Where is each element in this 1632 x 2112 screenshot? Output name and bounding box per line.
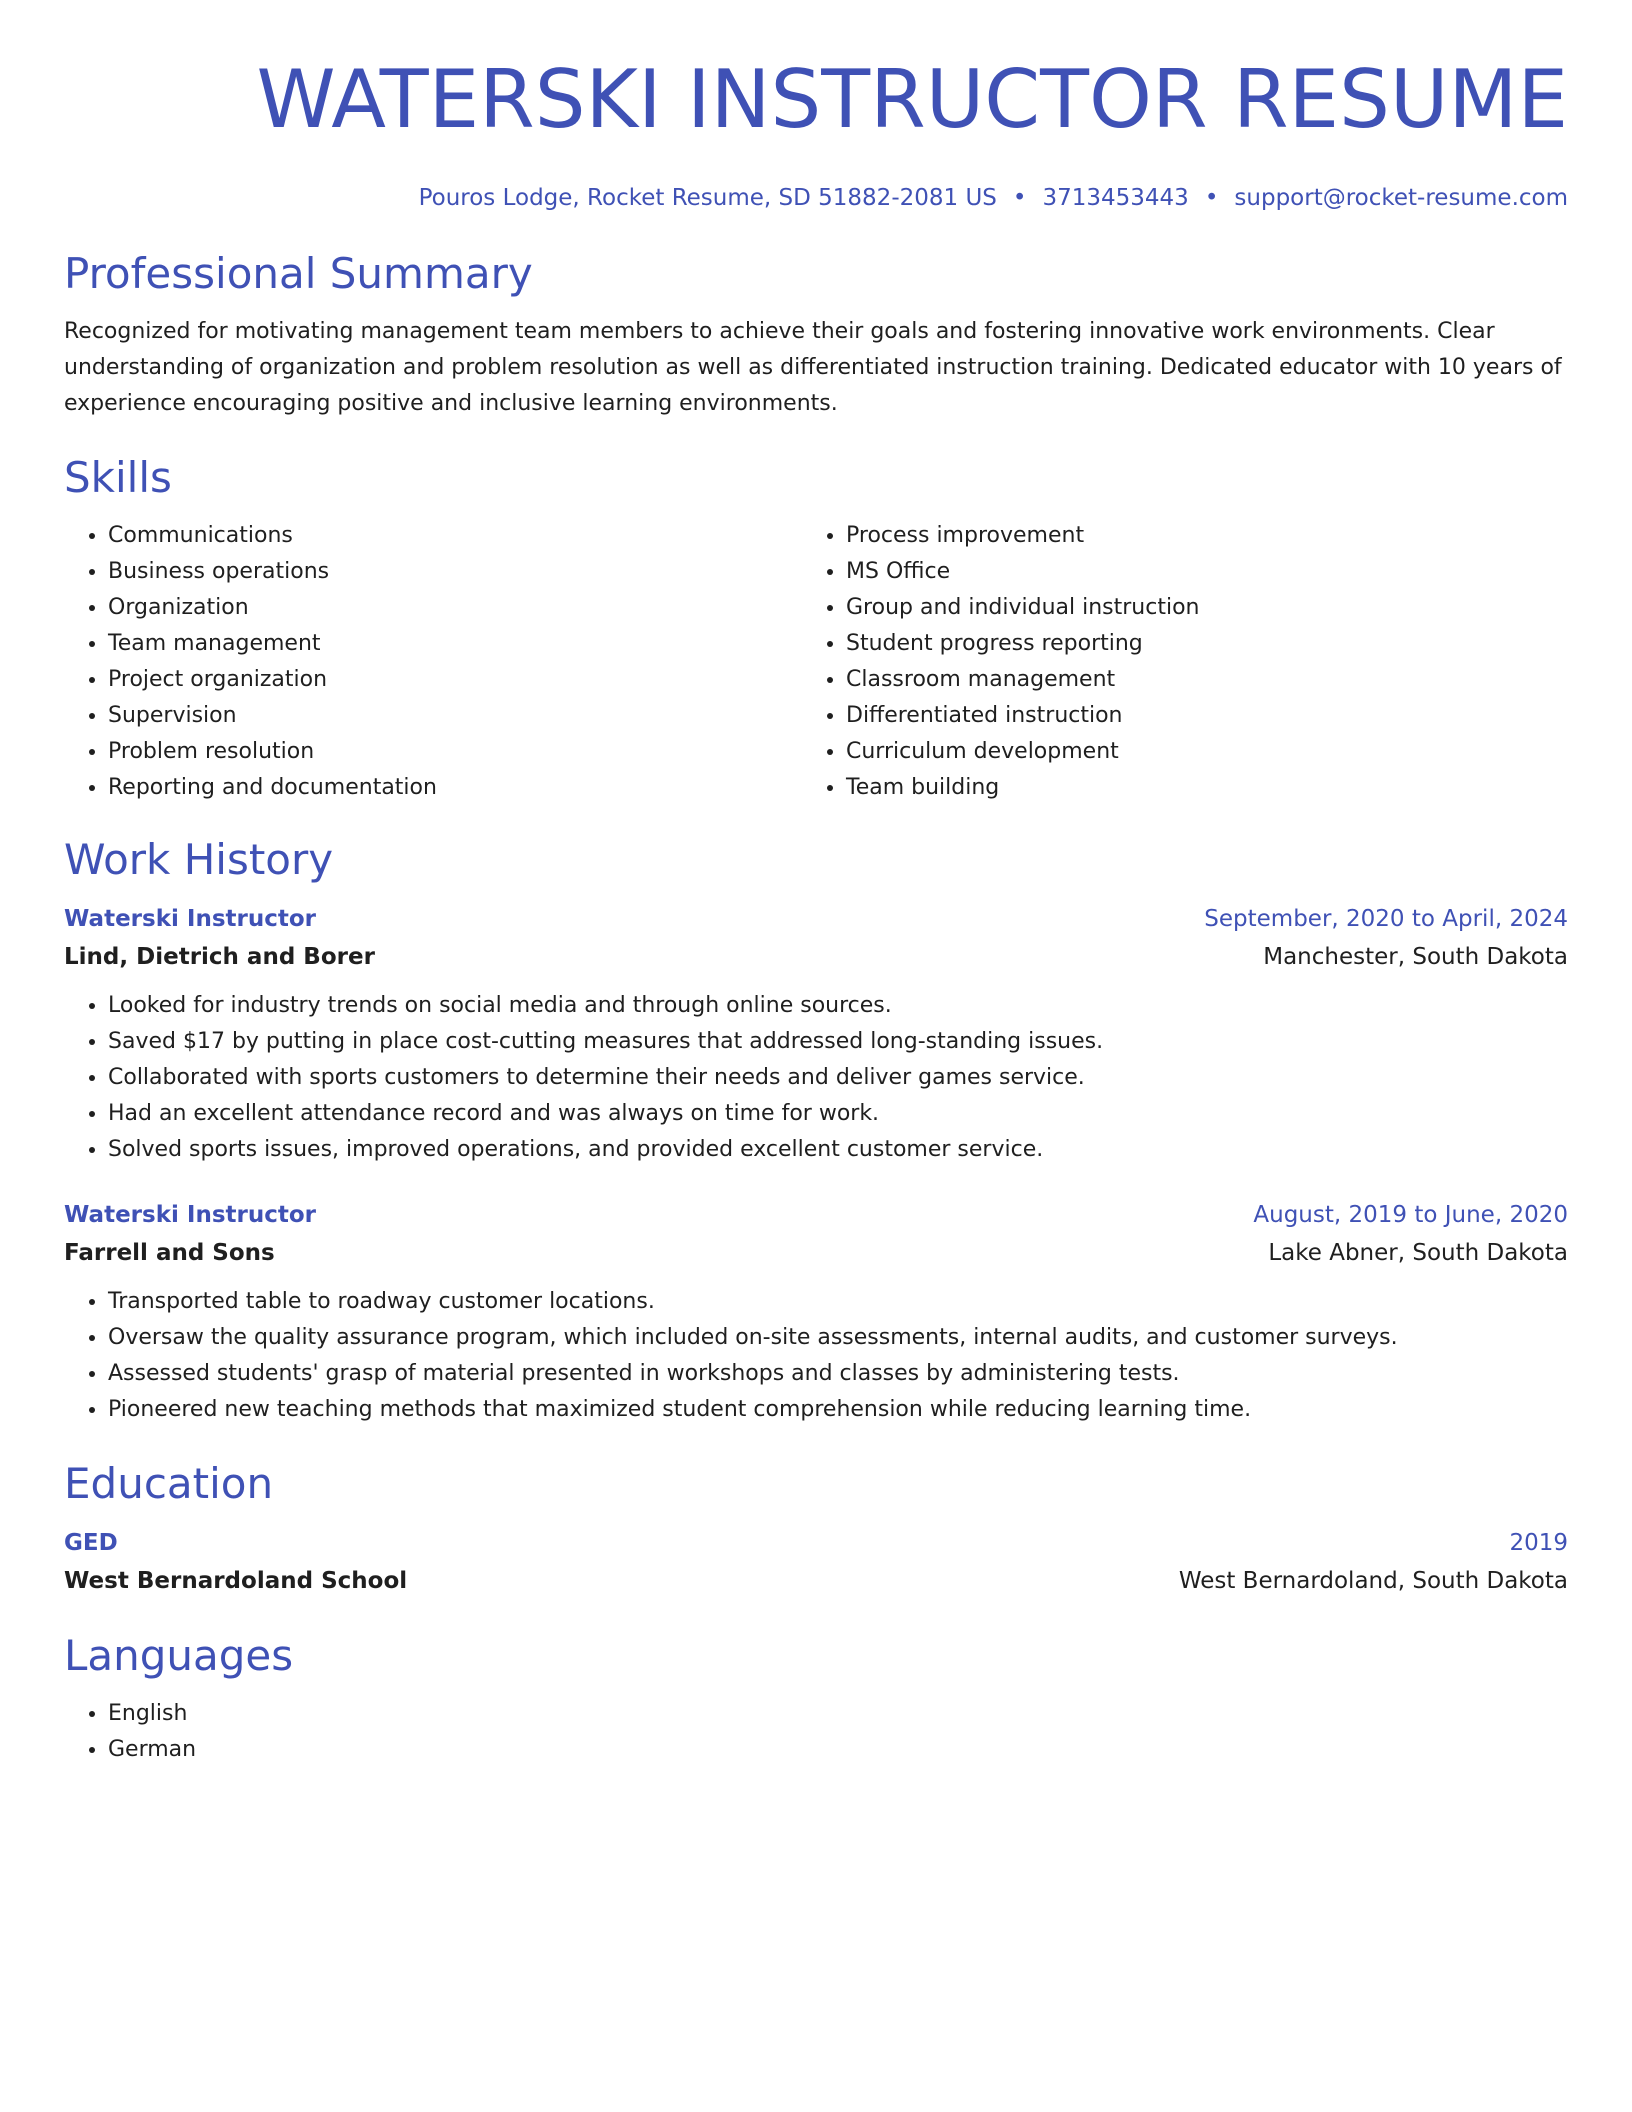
languages-heading: Languages: [64, 1631, 294, 1680]
job-bullet: • Saved $17 by putting in place cost-cutting measures that addressed long-standing issues.: [108, 1024, 1568, 1060]
skill-item: • Group and individual instruction: [846, 590, 1540, 626]
job-company: Farrell and Sons: [64, 1240, 275, 1266]
job-bullet: • Had an excellent attendance record and was always on time for work.: [108, 1096, 1568, 1132]
skills-heading: Skills: [64, 453, 172, 502]
skill-item: • Problem resolution: [108, 734, 802, 770]
skill-item: • Business operations: [108, 554, 802, 590]
job-company-row: [64, 1234, 1568, 1272]
contact-phone: 3713453443: [1042, 185, 1189, 211]
contact-address: Pouros Lodge, Rocket Resume, SD 51882-2081 US: [418, 185, 997, 211]
education-entry: [64, 1524, 1568, 1600]
education-heading: Education: [64, 1459, 274, 1508]
contact-separator: •: [1204, 185, 1219, 211]
education-year: 2019: [1509, 1530, 1568, 1556]
work-history-heading: Work History: [64, 835, 334, 884]
job-dates: September, 2020 to April, 2024: [1204, 906, 1568, 932]
job-bullet: • Looked for industry trends on social media and through online sources.: [108, 988, 1568, 1024]
job-header-row: [64, 1196, 1568, 1234]
contact-line: [64, 182, 1568, 214]
summary-text: Recognized for motivating management team members to achieve their goals and fostering innovative work environments. Clear understanding of organization and problem resolution as well as differentiated instruction training. Dedicated educator with 10 years of experience encouraging positive and inclusive learning environments.: [64, 319, 1562, 416]
education-school-row: [64, 1562, 1568, 1600]
skill-item: • Student progress reporting: [846, 626, 1540, 662]
job-entry: [64, 1196, 1568, 1428]
contact-email: support@rocket-resume.com: [1234, 185, 1568, 211]
job-dates: August, 2019 to June, 2020: [1253, 1202, 1568, 1228]
summary-heading: Professional Summary: [64, 249, 533, 298]
job-bullet: • Solved sports issues, improved operations, and provided excellent customer service.: [108, 1132, 1568, 1168]
job-bullet: • Assessed students' grasp of material presented in workshops and classes by administering tests.: [108, 1356, 1568, 1392]
education-school: West Bernardoland School: [64, 1568, 408, 1594]
education-degree: GED: [64, 1530, 118, 1556]
job-location: Manchester, South Dakota: [1263, 944, 1568, 970]
job-location: Lake Abner, South Dakota: [1268, 1240, 1568, 1266]
job-entry: [64, 900, 1568, 1168]
language-item: • English: [108, 1696, 1568, 1732]
skill-item: • Curriculum development: [846, 734, 1540, 770]
skills-list-left: [64, 518, 802, 806]
languages-list: [64, 1696, 1568, 1768]
job-company-row: [64, 938, 1568, 976]
skill-item: • Team management: [108, 626, 802, 662]
job-header-row: [64, 900, 1568, 938]
skill-item: • Classroom management: [846, 662, 1540, 698]
job-bullets: [64, 1284, 1568, 1428]
skill-item: • MS Office: [846, 554, 1540, 590]
education-location: West Bernardoland, South Dakota: [1178, 1568, 1568, 1594]
skill-item: • Organization: [108, 590, 802, 626]
skill-item: • Supervision: [108, 698, 802, 734]
job-title: Waterski Instructor: [64, 1202, 316, 1228]
job-bullet: • Collaborated with sports customers to determine their needs and deliver games service.: [108, 1060, 1568, 1096]
skill-item: • Process improvement: [846, 518, 1540, 554]
language-item: • German: [108, 1732, 1568, 1768]
job-title: Waterski Instructor: [64, 906, 316, 932]
education-header-row: [64, 1524, 1568, 1562]
skill-item: • Project organization: [108, 662, 802, 698]
skill-item: • Team building: [846, 770, 1540, 806]
job-bullet: • Oversaw the quality assurance program, which included on-site assessments, internal audits, and customer surveys.: [108, 1320, 1568, 1356]
skill-item: • Communications: [108, 518, 802, 554]
resume-title: WATERSKI INSTRUCTOR RESUME: [256, 53, 1568, 146]
contact-separator: •: [1012, 185, 1027, 211]
job-bullets: [64, 988, 1568, 1168]
skill-item: • Reporting and documentation: [108, 770, 802, 806]
skill-item: • Differentiated instruction: [846, 698, 1540, 734]
skills-list-right: [802, 518, 1540, 806]
skills-grid: [64, 518, 1568, 806]
job-company: Lind, Dietrich and Borer: [64, 944, 375, 970]
job-bullet: • Pioneered new teaching methods that maximized student comprehension while reducing learning time.: [108, 1392, 1568, 1428]
job-bullet: • Transported table to roadway customer locations.: [108, 1284, 1568, 1320]
